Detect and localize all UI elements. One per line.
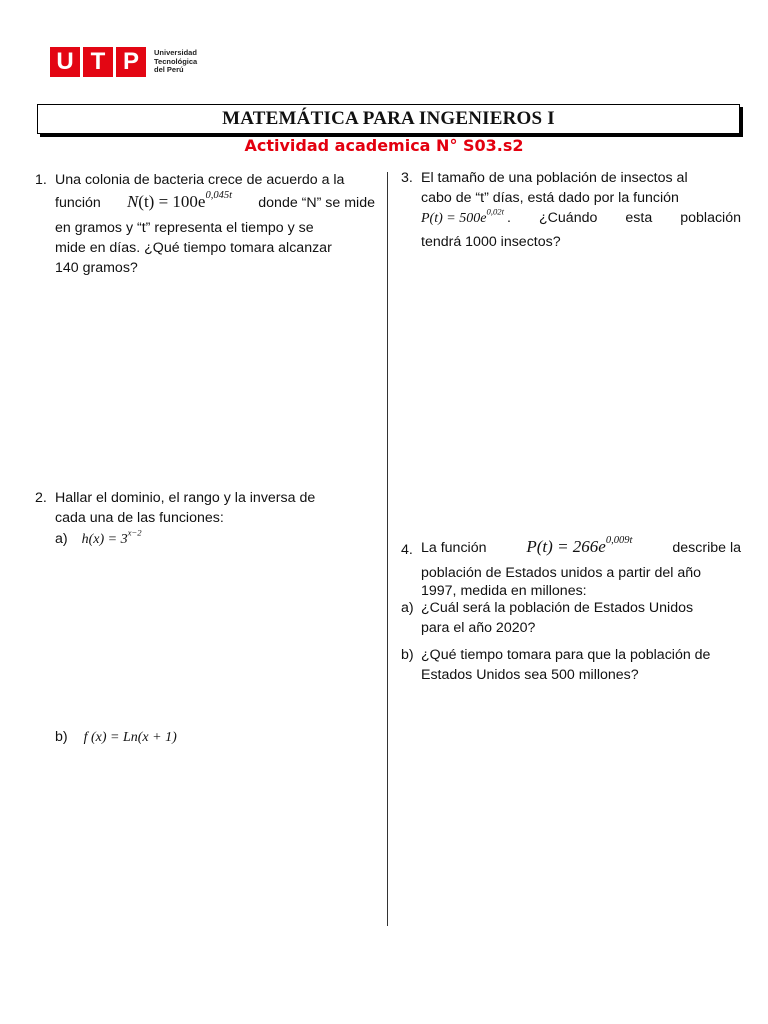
- activity-subtitle: Actividad academica N° S03.s2: [244, 136, 524, 155]
- problem-number: 1.: [35, 172, 47, 188]
- logo-letter-t: T: [83, 47, 113, 77]
- problem-4a: a) ¿Cuál será la población de Estados Unidos para el año 2020?: [401, 600, 694, 636]
- problem-3: 3. El tamaño de una población de insectos al cabo de “t” días, está dado por la función $P(t) = 500e^{0,02t}$ . ¿Cuándo esta población tendrá 1000 insectos?: [401, 170, 741, 250]
- page-title: MATEMÁTICA PARA INGENIEROS I: [222, 108, 555, 129]
- function-h: $h(x) = 3^{x-2}$: [81, 527, 142, 547]
- logo-university-name: Universidad Tecnológica del Perú: [154, 48, 198, 75]
- problem-number: 4.: [401, 542, 413, 558]
- problem-2b: b) f (x) = Ln(x + 1): [55, 729, 177, 745]
- function-f: f (x) = Ln(x + 1): [83, 730, 177, 745]
- problem-number: 2.: [35, 490, 47, 506]
- population-formula: $P(t) = 500e^{0,02t}$: [421, 206, 505, 226]
- problem-2: 2. Hallar el dominio, el rango y la inversa de cada una de las funciones:: [35, 490, 316, 526]
- column-divider: [387, 172, 388, 926]
- logo-letter-u: U: [50, 47, 80, 77]
- title-box: [37, 104, 740, 134]
- problem-4b: b) ¿Qué tiempo tomara para que la población de Estados Unidos sea 500 millones?: [401, 647, 711, 683]
- utp-logo: [50, 47, 197, 77]
- us-population-formula: $P(t) = 266e^{0,009t}$: [526, 535, 633, 556]
- problem-number: 3.: [401, 170, 413, 186]
- growth-formula: $N(t) = 100e^{0,045t}$: [126, 190, 233, 211]
- problem-4: 4. La función $P(t) = 266e^{0,009t}$ describe la población de Estados unidos a partir del año 1997, medida en millones:: [401, 535, 741, 599]
- problem-2a: a) $h(x) = 3^{x-2}$: [55, 527, 142, 547]
- logo-letter-p: P: [116, 47, 146, 77]
- problem-1: 1. Una colonia de bacteria crece de acuerdo a la función $N(t) = 100e^{0,045t}$ donde “N” se mide en gramos y “t” representa el tiempo y se mide en días. ¿Qué tiempo tomara alcanzar 140 gramos?: [35, 172, 375, 276]
- problem-text-line: Una colonia de bacteria crece de acuerdo a la: [55, 172, 345, 188]
